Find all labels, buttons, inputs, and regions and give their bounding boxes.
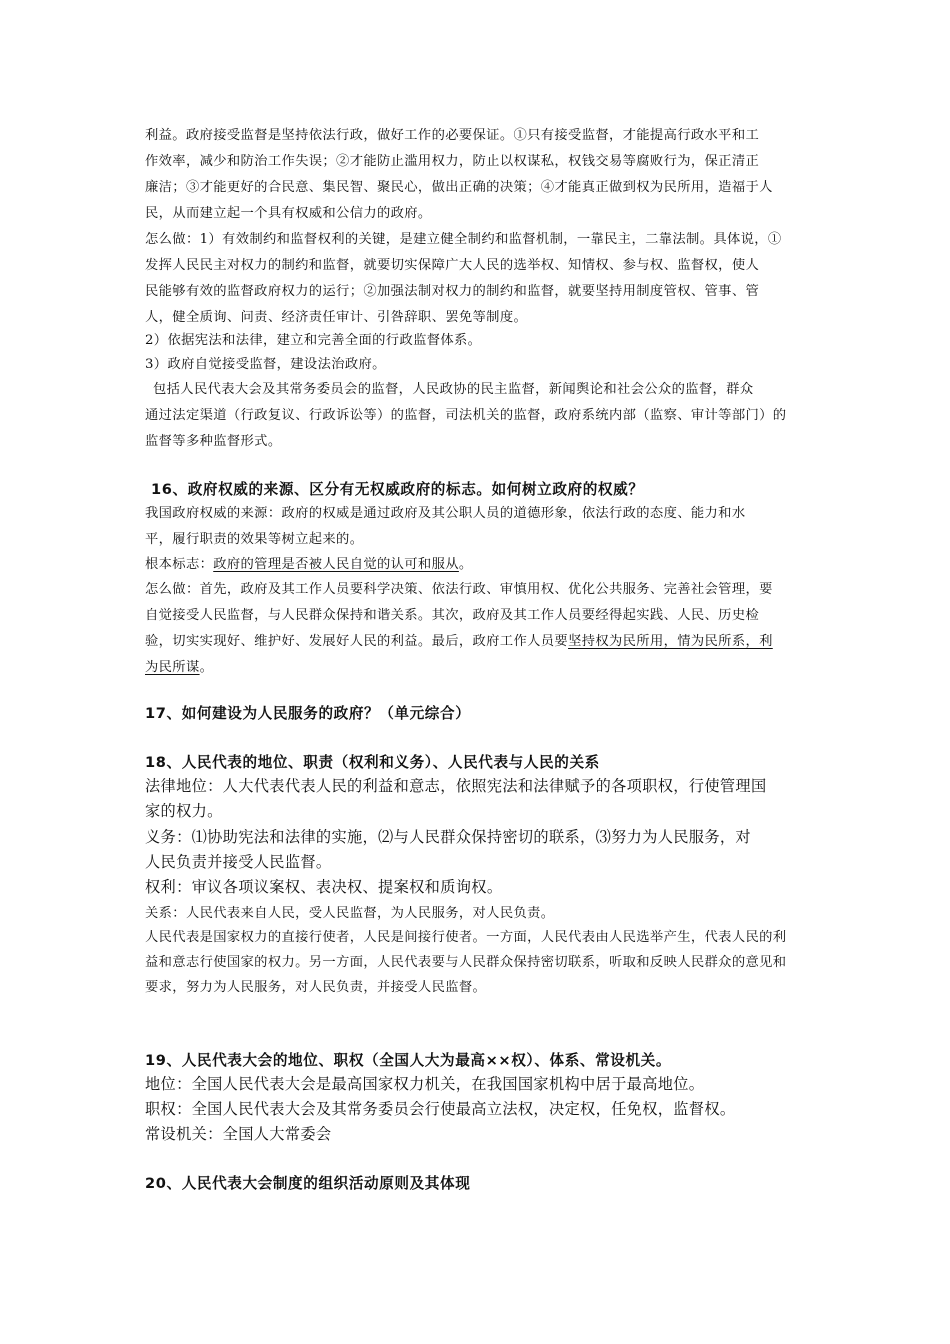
paragraph-line: 人，健全质询、问责、经济责任审计、引咎辞职、罢免等制度。 bbox=[145, 310, 528, 325]
paragraph-line: 家的权力。 bbox=[145, 802, 223, 820]
paragraph-line: 廉洁；③才能更好的合民意、集民智、聚民心，做出正确的决策；④才能真正做到权为民所用，造福于人 bbox=[145, 180, 773, 195]
section-heading-16: 16、政府权威的来源、区分有无权威政府的标志。如何树立政府的权威？ bbox=[151, 481, 644, 498]
paragraph-line: 权利：审议各项议案权、表决权、提案权和质询权。 bbox=[145, 878, 503, 896]
paragraph-line: 法律地位：人大代表代表人民的利益和意志，依照宪法和法律赋予的各项职权，行使管理国 bbox=[145, 777, 767, 795]
paragraph-line: 监督等多种监督形式。 bbox=[145, 434, 282, 449]
paragraph-line: 作效率，减少和防治工作失误；②才能防止滥用权力，防止以权谋私，权钱交易等腐败行为，保正清正 bbox=[145, 154, 760, 169]
paragraph-line: 包括人民代表大会及其常务委员会的监督，人民政协的民主监督，新闻舆论和社会公众的监督，群众 bbox=[153, 382, 754, 397]
paragraph-line: 人民负责并接受人民监督。 bbox=[145, 853, 332, 871]
paragraph-line: 要求，努力为人民服务，对人民负责，并接受人民监督。 bbox=[145, 980, 487, 995]
punctuation: 。 bbox=[199, 660, 214, 675]
paragraph-line bbox=[145, 656, 213, 675]
paragraph-line: 关系：人民代表来自人民，受人民监督，为人民服务，对人民负责。 bbox=[145, 906, 555, 921]
paragraph-line: 民，从而建立起一个具有权威和公信力的政府。 bbox=[145, 206, 432, 221]
paragraph-line: 怎么做：首先，政府及其工作人员要科学决策、依法行政、审慎用权、优化公共服务、完善社会管理，要 bbox=[145, 582, 773, 597]
paragraph-line: 怎么做：1）有效制约和监督权利的关键，是建立健全制约和监督机制，一靠民主，二靠法制。具体说，① bbox=[145, 232, 782, 247]
label: 根本标志： bbox=[145, 557, 214, 572]
paragraph-line: 通过法定渠道（行政复议、行政诉讼等）的监督，司法机关的监督，政府系统内部（监察、审计等部门）的 bbox=[145, 408, 787, 423]
paragraph-line: 2）依据宪法和法律，建立和完善全面的行政监督体系。 bbox=[145, 333, 482, 348]
paragraph-line: 平，履行职责的效果等树立起来的。 bbox=[145, 532, 364, 547]
underlined-text: 坚持权为民所用，情为民所系，利 bbox=[568, 634, 773, 649]
paragraph-line: 人民代表是国家权力的直接行使者，人民是间接行使者。一方面，人民代表由人民选举产生，代表人民的利 bbox=[145, 930, 787, 945]
paragraph-line: 3）政府自觉接受监督，建设法治政府。 bbox=[145, 357, 386, 372]
paragraph-line: 地位：全国人民代表大会是最高国家权力机关，在我国国家机构中居于最高地位。 bbox=[145, 1075, 705, 1093]
underlined-text: 政府的管理是否被人民自觉的认可和服从 bbox=[213, 557, 459, 572]
paragraph-line: 自觉接受人民监督，与人民群众保持和谐关系。其次，政府及其工作人员要经得起实践、人民、历史检 bbox=[145, 608, 760, 623]
paragraph-line: 常设机关：全国人大常委会 bbox=[145, 1125, 332, 1143]
paragraph-line bbox=[145, 553, 473, 572]
paragraph-line: 发挥人民民主对权力的制约和监督，就要切实保障广大人民的选举权、知情权、参与权、监督权，使人 bbox=[145, 258, 760, 273]
paragraph-line: 我国政府权威的来源：政府的权威是通过政府及其公职人员的道德形象，依法行政的态度、能力和水 bbox=[145, 506, 746, 521]
punctuation: 。 bbox=[458, 557, 473, 572]
section-heading-19: 19、人民代表大会的地位、职权（全国人大为最高××权）、体系、常设机关。 bbox=[145, 1052, 672, 1069]
paragraph-line bbox=[145, 630, 773, 649]
section-heading-17: 17、如何建设为人民服务的政府？（单元综合） bbox=[145, 705, 471, 722]
paragraph-line: 民能够有效的监督政府权力的运行；②加强法制对权力的制约和监督，就要坚持用制度管权、管事、管 bbox=[145, 284, 760, 299]
paragraph-line: 义务：⑴协助宪法和法律的实施，⑵与人民群众保持密切的联系，⑶努力为人民服务，对 bbox=[145, 828, 751, 846]
plain-text: 验，切实实现好、维护好、发展好人民的利益。最后，政府工作人员要 bbox=[145, 634, 569, 649]
paragraph-line: 利益。政府接受监督是坚持依法行政，做好工作的必要保证。①只有接受监督，才能提高行政水平和工 bbox=[145, 128, 760, 143]
underlined-text: 为民所谋 bbox=[145, 660, 200, 675]
paragraph-line: 益和意志行使国家的权力。另一方面，人民代表要与人民群众保持密切联系，听取和反映人民群众的意见和 bbox=[145, 955, 787, 970]
section-heading-18: 18、人民代表的地位、职责（权利和义务）、人民代表与人民的关系 bbox=[145, 754, 600, 771]
paragraph-line: 职权：全国人民代表大会及其常务委员会行使最高立法权，决定权，任免权，监督权。 bbox=[145, 1100, 736, 1118]
section-heading-20: 20、人民代表大会制度的组织活动原则及其体现 bbox=[145, 1175, 471, 1192]
